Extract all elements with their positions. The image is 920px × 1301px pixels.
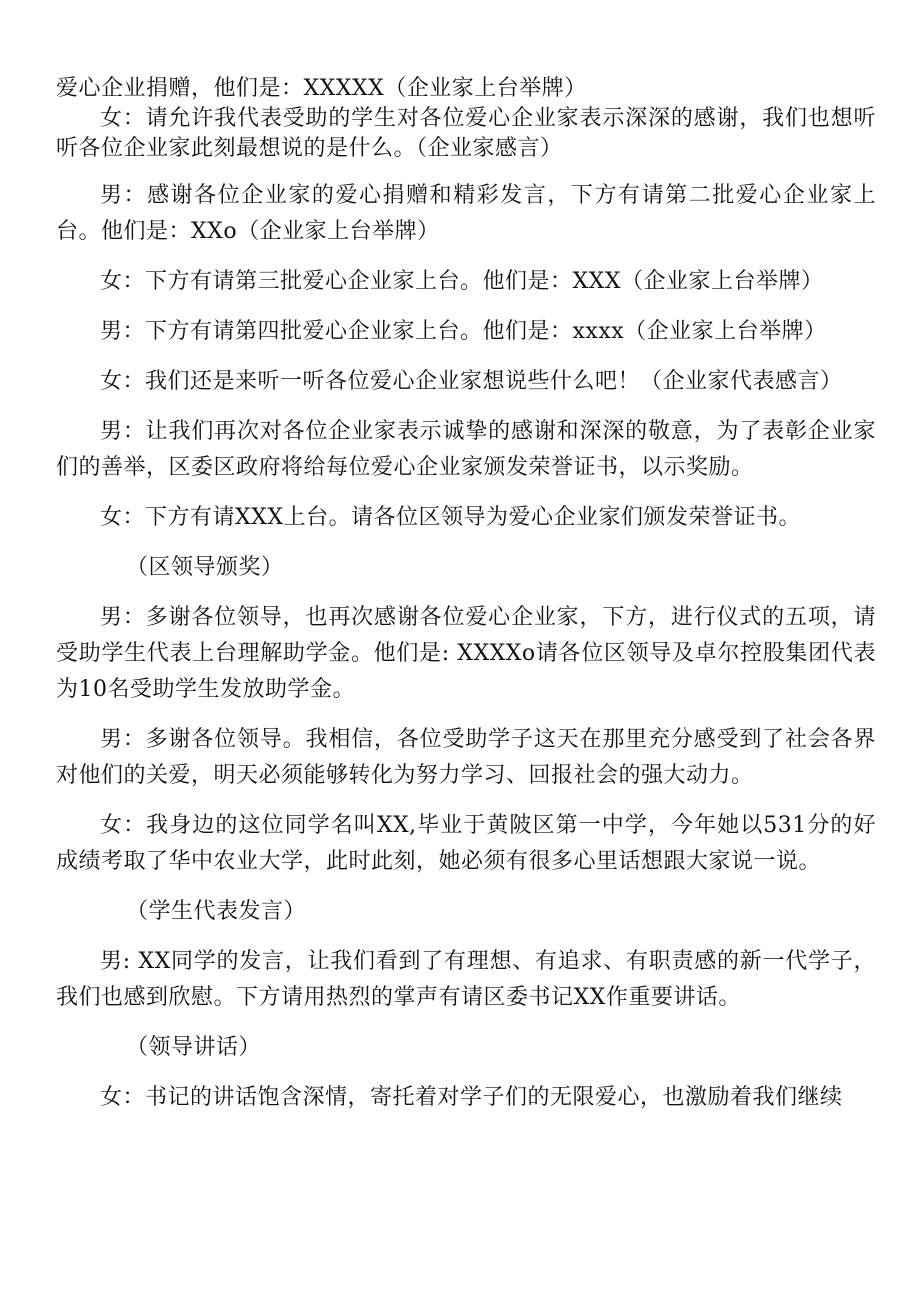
paragraph-male-fourth-batch: 男：下方有请第四批爱心企业家上台。他们是：xxxx（企业家上台举牌）: [100, 319, 827, 344]
paragraph-female-remarks: 女：我们还是来听一听各位爱心企业家想说些什么吧！（企业家代表感言）: [100, 369, 843, 394]
paragraph-male-certificates: 男：让我们再次对各位企业家表示诚挚的感谢和深深的敬意，为了表彰企业家们的善举，区委区政府将给每位爱心企业家颁发荣誉证书，以示奖励。: [56, 419, 876, 480]
paragraph-male-second-batch: 男：感谢各位企业家的爱心捐赠和精彩发言，下方有请第二批爱心企业家上台。他们是：XXo（企业家上台举牌）: [56, 183, 876, 244]
paragraph-female-student-intro: 女：我身边的这位同学名叫XX,毕业于黄陂区第一中学，今年她以531分的好成绩考取了华中农业大学，此时此刻，她必须有很多心里话想跟大家说一说。: [56, 813, 876, 874]
paragraph-male-secretary: 男: XX同学的发言，让我们看到了有理想、有追求、有职责感的新一代学子，我们也感到欣慰。下方请用热烈的掌声有请区委书记XX作重要讲话。: [56, 949, 876, 1010]
paragraph-female-third-batch: 女：下方有请第三批爱心企业家上台。他们是：XXX（企业家上台举牌）: [100, 269, 824, 294]
paragraph-male-scholarship: 男：多谢各位领导，也再次感谢各位爱心企业家，下方，进行仪式的五项，请受助学生代表上台理解助学金。他们是: XXXXo请各位区领导及卓尔控股集团代表为10名受助学生发放助学金。: [56, 605, 876, 702]
stage-direction-student-speech: （学生代表发言）: [126, 899, 307, 924]
paragraph-female-certificates: 女：下方有请XXX上台。请各位区领导为爱心企业家们颁发荣誉证书。: [100, 505, 801, 530]
paragraph-female-closing: 女：书记的讲话饱含深情，寄托着对学子们的无限爱心，也激励着我们继续: [100, 1085, 843, 1110]
stage-direction-leader-speech: （领导讲话）: [126, 1035, 262, 1060]
paragraph-donation-intro: 爱心企业捐赠，他们是：XXXXX（企业家上台举牌）: [56, 76, 587, 101]
paragraph-male-students: 男：多谢各位领导。我相信，各位受助学子这天在那里充分感受到了社会各界对他们的关爱，明天必须能够转化为努力学习、回报社会的强大动力。: [56, 727, 876, 788]
stage-direction-awards: （区领导颁奖）: [126, 555, 284, 580]
paragraph-female-thanks: 女：请允许我代表受助的学生对各位爱心企业家表示深深的感谢，我们也想听听各位企业家此刻最想说的是什么。（企业家感言）: [56, 106, 876, 161]
document-body: [56, 74, 876, 1116]
